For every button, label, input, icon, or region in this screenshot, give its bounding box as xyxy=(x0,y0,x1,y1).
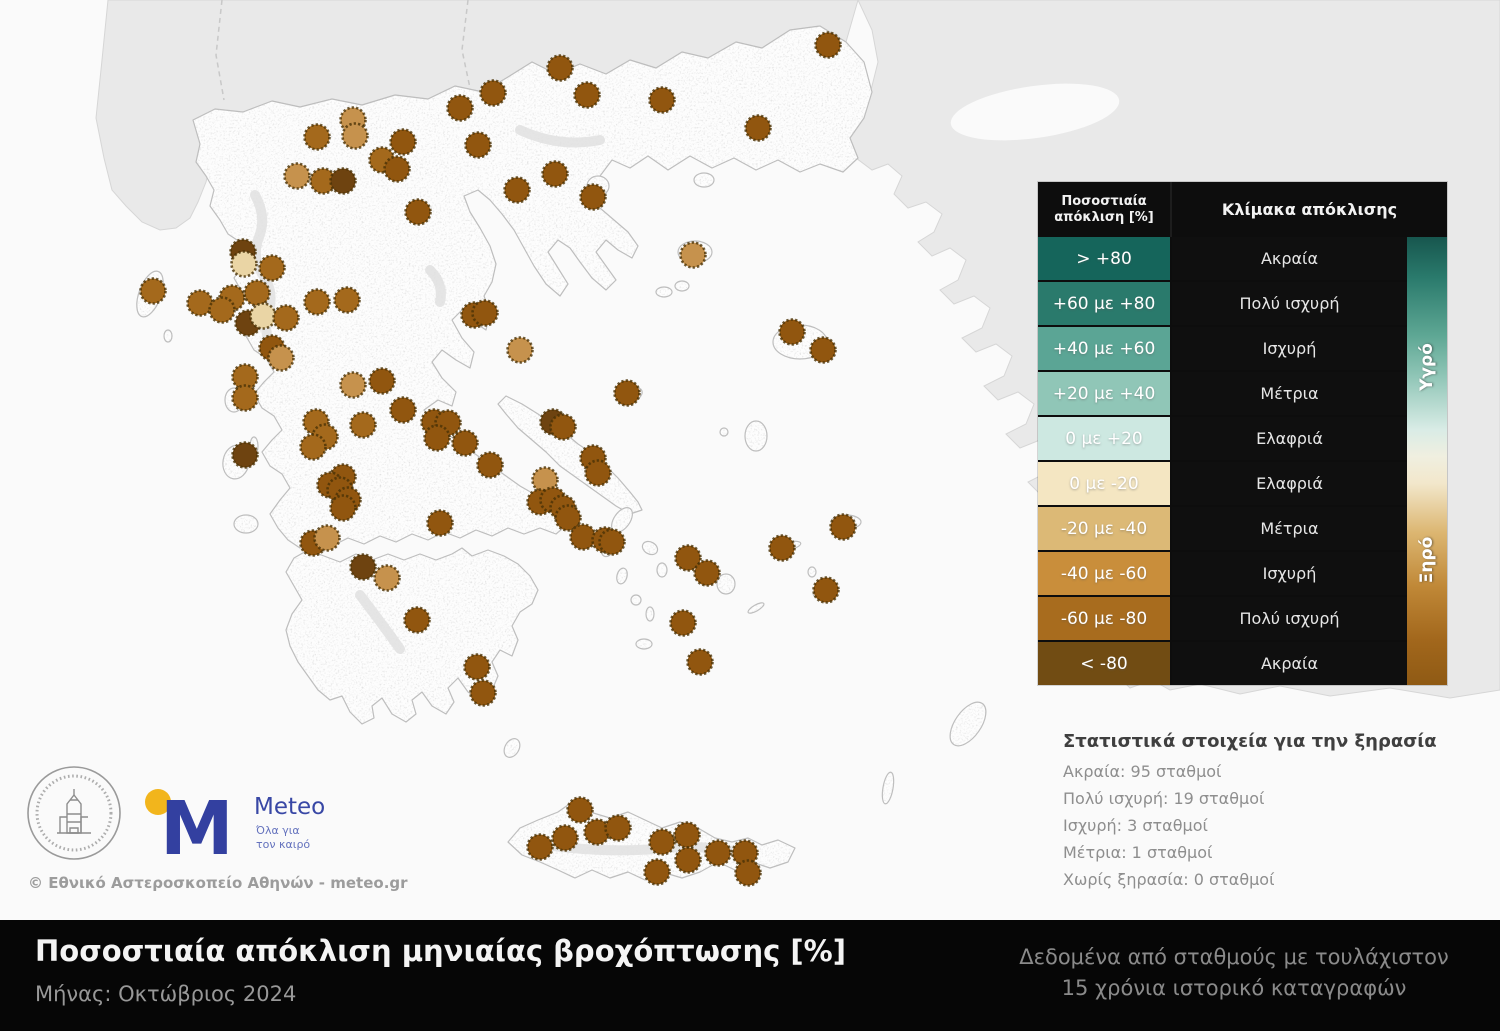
station-dot xyxy=(478,453,503,478)
island-syros xyxy=(657,563,667,577)
footer-bar xyxy=(0,920,1500,1031)
station-dot xyxy=(568,798,593,823)
station-dot xyxy=(671,611,696,636)
station-dot xyxy=(351,555,376,580)
legend-row-label: Ελαφριά xyxy=(1172,462,1407,505)
station-dot xyxy=(233,386,258,411)
drought-stats-line: Μέτρια: 1 σταθμοί xyxy=(1063,843,1213,862)
legend-row-label: Πολύ ισχυρή xyxy=(1172,597,1407,640)
meteo-logo-m: M xyxy=(160,786,234,872)
island-paxoi xyxy=(164,330,172,342)
station-dot xyxy=(688,650,713,675)
island-sifnos xyxy=(646,607,654,621)
legend-row-range: 0 με -20 xyxy=(1038,462,1170,505)
island-psara xyxy=(720,428,728,436)
legend-row-label: Ελαφριά xyxy=(1172,417,1407,460)
station-dot xyxy=(425,426,450,451)
legend-row-label: Ισχυρή xyxy=(1172,327,1407,370)
station-dot xyxy=(141,279,166,304)
station-dot xyxy=(508,338,533,363)
station-dot xyxy=(466,133,491,158)
legend-row-range: -20 με -40 xyxy=(1038,507,1170,550)
station-dot xyxy=(391,398,416,423)
meteo-logo-name: Meteo xyxy=(254,794,326,820)
copyright-line: © Εθνικό Αστεροσκοπείο Αθηνών - meteo.gr xyxy=(28,874,408,892)
station-dot xyxy=(260,256,285,281)
station-dot xyxy=(210,298,235,323)
station-dot xyxy=(553,826,578,851)
station-dot xyxy=(505,178,530,203)
station-dot xyxy=(816,33,841,58)
station-dot xyxy=(341,373,366,398)
station-dot xyxy=(831,515,856,540)
island-zakynthos xyxy=(234,515,258,533)
station-dot xyxy=(473,301,498,326)
drought-stats-line: Ισχυρή: 3 σταθμοί xyxy=(1063,816,1208,835)
station-dot xyxy=(269,346,294,371)
station-dot xyxy=(746,116,771,141)
legend-row-label: Ακραία xyxy=(1172,642,1407,685)
drought-stats-title: Στατιστικά στοιχεία για την ξηρασία xyxy=(1063,731,1437,752)
branding xyxy=(20,758,380,878)
legend-panel xyxy=(1038,182,1447,685)
station-dot xyxy=(385,157,410,182)
station-dot xyxy=(285,164,310,189)
station-dot xyxy=(305,290,330,315)
station-dot xyxy=(274,306,299,331)
legend-row xyxy=(1038,417,1407,460)
legend-header-deviation xyxy=(1038,182,1172,237)
legend-row-range: > +80 xyxy=(1038,237,1170,280)
station-dot xyxy=(305,125,330,150)
legend-row-label: Πολύ ισχυρή xyxy=(1172,282,1407,325)
footer-note xyxy=(994,942,1474,1004)
station-dot xyxy=(551,415,576,440)
station-dot xyxy=(681,243,706,268)
station-dot xyxy=(650,88,675,113)
station-dot xyxy=(331,169,356,194)
station-dot xyxy=(405,608,430,633)
station-dot xyxy=(301,435,326,460)
station-dot xyxy=(575,83,600,108)
station-dot xyxy=(465,655,490,680)
station-dot xyxy=(736,861,761,886)
station-dot xyxy=(676,848,701,873)
drought-stats-line: Πολύ ισχυρή: 19 σταθμοί xyxy=(1063,789,1265,808)
station-dot xyxy=(543,162,568,187)
legend-row-label: Μέτρια xyxy=(1172,372,1407,415)
meteo-logo-tagline1: Όλα για xyxy=(256,824,300,837)
observatory-seal-logo xyxy=(28,767,120,859)
station-dot xyxy=(814,578,839,603)
station-dot xyxy=(586,461,611,486)
station-dot xyxy=(375,566,400,591)
station-dot xyxy=(245,281,270,306)
legend-row xyxy=(1038,642,1407,685)
legend-row-label: Ισχυρή xyxy=(1172,552,1407,595)
drought-stats xyxy=(1063,731,1473,893)
legend-row xyxy=(1038,462,1407,505)
legend-row-range: +40 με +60 xyxy=(1038,327,1170,370)
station-dot xyxy=(675,823,700,848)
station-dot xyxy=(331,496,356,521)
station-dot xyxy=(406,200,431,225)
legend-wet-label: Υγρό xyxy=(1417,343,1437,391)
island-serifos xyxy=(631,595,641,605)
island-alonissos xyxy=(675,281,689,291)
legend-header xyxy=(1038,182,1447,237)
station-dot xyxy=(528,835,553,860)
legend-row xyxy=(1038,237,1407,280)
station-dot xyxy=(233,443,258,468)
station-dot xyxy=(471,681,496,706)
legend-header-line2: απόκλιση [%] xyxy=(1054,209,1154,225)
legend-dry-label: Ξηρό xyxy=(1417,536,1437,583)
station-dot xyxy=(251,304,276,329)
legend-row xyxy=(1038,372,1407,415)
station-dot xyxy=(650,830,675,855)
station-dot xyxy=(811,338,836,363)
station-dot xyxy=(232,252,257,277)
station-dot xyxy=(370,369,395,394)
station-dot xyxy=(585,820,610,845)
station-dot xyxy=(391,130,416,155)
drought-stats-line: Ακραία: 95 σταθμοί xyxy=(1063,762,1222,781)
island-milos xyxy=(636,639,652,649)
station-dot xyxy=(428,511,453,536)
footer-subtitle: Μήνας: Οκτώβριος 2024 xyxy=(35,982,297,1006)
legend-row xyxy=(1038,282,1407,325)
station-dot xyxy=(695,561,720,586)
footer-note-line1: Δεδομένα από σταθμούς με τουλάχιστον xyxy=(1019,945,1449,969)
legend-header-line1: Ποσοστιαία xyxy=(1061,193,1147,209)
legend-row-range: -60 με -80 xyxy=(1038,597,1170,640)
station-dot xyxy=(315,526,340,551)
legend-row-range: -40 με -60 xyxy=(1038,552,1170,595)
station-dot xyxy=(453,431,478,456)
station-dot xyxy=(481,81,506,106)
island-skopelos xyxy=(656,287,672,297)
legend-row-label: Ακραία xyxy=(1172,237,1407,280)
station-dot xyxy=(706,841,731,866)
legend-row xyxy=(1038,327,1407,370)
legend-row xyxy=(1038,507,1407,550)
legend-rows xyxy=(1038,237,1407,685)
island-chios xyxy=(745,421,767,451)
island-naxos xyxy=(717,574,735,594)
station-dot xyxy=(780,320,805,345)
drought-stats-line: Χωρίς ξηρασία: 0 σταθμοί xyxy=(1063,870,1275,889)
legend-gradient-bar xyxy=(1407,237,1447,685)
legend-row-range: +20 με +40 xyxy=(1038,372,1170,415)
footer-title: Ποσοστιαία απόκλιση μηνιαίας βροχόπτωσης [%] xyxy=(35,934,846,968)
legend-header-scale: Κλίμακα απόκλισης xyxy=(1221,200,1398,219)
island-samothraki xyxy=(694,173,714,187)
legend-row xyxy=(1038,552,1407,595)
station-dot xyxy=(645,860,670,885)
station-dot xyxy=(770,536,795,561)
station-dot xyxy=(581,185,606,210)
meteo-logo-tagline2: τον καιρό xyxy=(256,838,311,851)
legend-row-range: < -80 xyxy=(1038,642,1170,685)
station-dot xyxy=(448,96,473,121)
station-dot xyxy=(335,288,360,313)
legend-row-range: 0 με +20 xyxy=(1038,417,1170,460)
footer-note-line2: 15 χρόνια ιστορικό καταγραφών xyxy=(1061,976,1407,1000)
meteo-logo xyxy=(145,786,325,872)
legend-row-label: Μέτρια xyxy=(1172,507,1407,550)
legend-row xyxy=(1038,597,1407,640)
station-dot xyxy=(600,530,625,555)
station-dot xyxy=(606,816,631,841)
station-dot xyxy=(615,381,640,406)
station-dot xyxy=(351,413,376,438)
island-kalymnos xyxy=(808,567,816,577)
legend-row-range: +60 με +80 xyxy=(1038,282,1170,325)
station-dot xyxy=(548,56,573,81)
station-dot xyxy=(343,124,368,149)
